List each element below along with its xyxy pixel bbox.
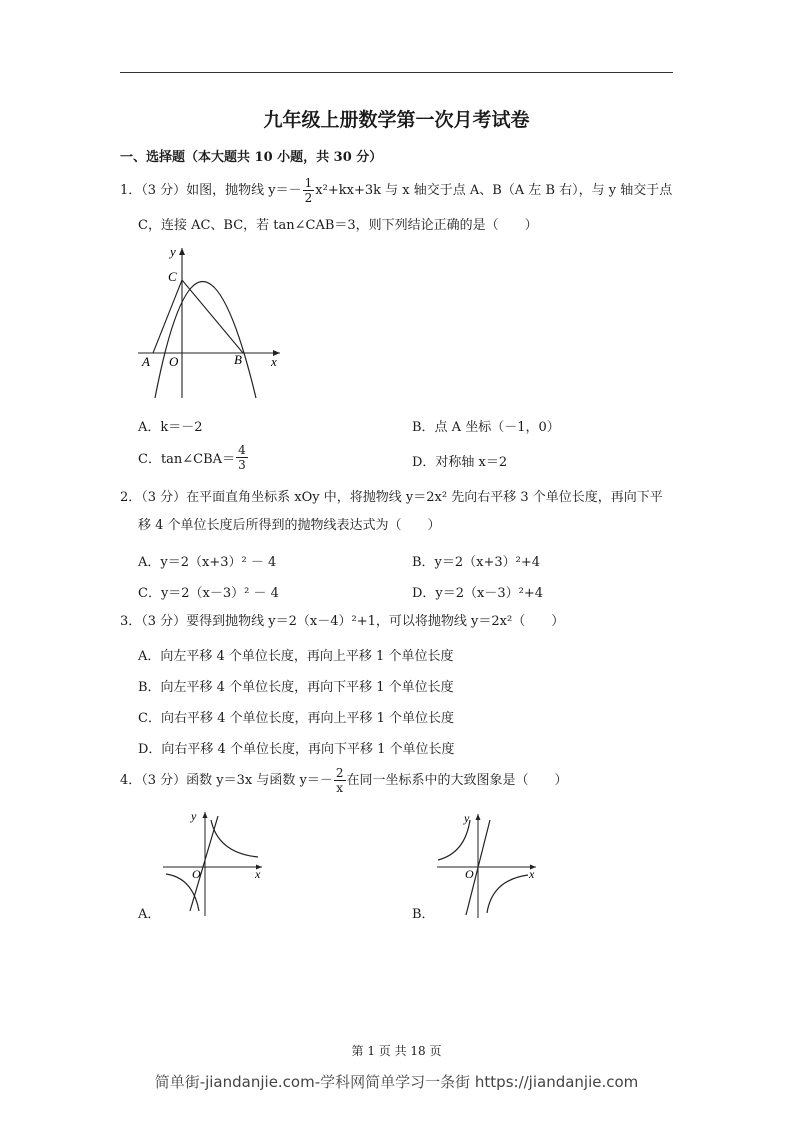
q1-option-c-text: C．tan∠CBA＝ [138, 452, 236, 467]
q1-fraction [303, 176, 315, 205]
q4a-x-label: x [255, 867, 261, 881]
question-1-line-2: C，连接 AC、BC，若 tan∠CAB＝3，则下列结论正确的是（ ） [138, 218, 538, 233]
q2-option-d[interactable]: D．y＝2（x－3）²+4 [412, 586, 544, 601]
q1-y-label: y [170, 244, 176, 259]
question-4-line-1 [120, 766, 568, 795]
q1-y-arrow-icon [179, 248, 185, 255]
q1-point-b-label: B [234, 352, 242, 367]
q1-option-c-den: 3 [238, 458, 246, 472]
question-2-line-1: 2．（3 分）在平面直角坐标系 xOy 中，将抛物线 y＝2x² 先向右平移 3 个单位长度，再向下平 [120, 490, 663, 505]
q1-fraction-den: 2 [304, 191, 313, 205]
q4-option-b[interactable]: B． [412, 907, 435, 922]
q4-fraction [334, 766, 346, 795]
q1-option-a[interactable]: A．k＝－2 [138, 420, 203, 435]
question-3-line-1: 3．（3 分）要得到抛物线 y＝2（x－4）²+1，可以将抛物线 y＝2x²（ ） [120, 614, 565, 629]
q4b-origin-label: O [465, 867, 474, 881]
q1-parabola-curve [155, 282, 256, 399]
q4a-origin-label: O [192, 867, 201, 881]
header-rule [120, 72, 673, 73]
q4-fraction-num: 2 [335, 766, 344, 780]
q2-option-a[interactable]: A．y＝2（x+3）² － 4 [138, 555, 277, 570]
q1-option-c-num: 4 [238, 443, 246, 457]
q1-parabola-figure [130, 240, 290, 405]
page-title: 九年级上册数学第一次月考试卷 [263, 109, 530, 131]
q4b-y-arrow-icon [476, 814, 481, 820]
q1-segment-bc [182, 280, 243, 353]
q3-option-d[interactable]: D．向右平移 4 个单位长度，再向下平移 1 个单位长度 [138, 742, 455, 757]
q4a-hyperbola-right [211, 820, 258, 857]
q4-text-pre: 4．（3 分）函数 y＝3x 与函数 y＝－ [120, 773, 333, 788]
q4-text-post: 在同一坐标系中的大致图象是（ ） [346, 773, 568, 788]
q1-option-b[interactable]: B．点 A 坐标（－1，0） [412, 420, 560, 435]
q4b-y-label: y [464, 811, 470, 825]
q1-origin-label: O [169, 354, 179, 369]
q4-option-a[interactable]: A． [138, 907, 161, 922]
q1-point-c-label: C [168, 269, 177, 284]
q2-option-c[interactable]: C．y＝2（x－3）² － 4 [138, 586, 279, 601]
watermark-text: 简单街-jiandanjie.com-学科网简单学习一条街 https://jiandanjie.com [154, 1073, 639, 1091]
q3-option-c[interactable]: C．向右平移 4 个单位长度，再向上平移 1 个单位长度 [138, 711, 455, 726]
section-heading: 一、选择题（本大题共 10 小题，共 30 分） [120, 150, 383, 165]
q4a-y-arrow-icon [203, 812, 208, 818]
q3-option-a[interactable]: A．向左平移 4 个单位长度，再向上平移 1 个单位长度 [138, 649, 454, 664]
q1-x-label: x [271, 354, 277, 369]
q4b-x-label: x [529, 867, 535, 881]
page-footer: 第 1 页 共 18 页 [351, 1044, 442, 1058]
q1-option-d[interactable]: D．对称轴 x＝2 [412, 455, 508, 470]
q3-option-b[interactable]: B．向左平移 4 个单位长度，再向下平移 1 个单位长度 [138, 680, 454, 695]
q1-fraction-num: 1 [304, 176, 313, 190]
q1-point-a-label: A [142, 354, 150, 369]
q4b-hyperbola-right [487, 875, 528, 913]
q1-text-pre: 1．（3 分）如图，抛物线 y＝－ [120, 183, 302, 198]
q1-option-c-fraction [236, 443, 248, 472]
q1-option-c[interactable] [138, 443, 249, 472]
q4b-hyperbola-left [438, 820, 470, 860]
q1-text-post: x²+kx+3k 与 x 轴交于点 A、B（A 左 B 右），与 y 轴交于点 [315, 183, 673, 198]
q4-graph-a[interactable] [158, 808, 268, 918]
question-2-line-2: 移 4 个单位长度后所得到的抛物线表达式为（ ） [138, 518, 441, 533]
q4a-y-label: y [191, 809, 197, 823]
q2-option-b[interactable]: B．y＝2（x+3）²+4 [412, 555, 541, 570]
question-1-line-1 [120, 176, 672, 205]
q4-fraction-den: x [336, 781, 344, 795]
q4-graph-b[interactable] [432, 810, 542, 920]
